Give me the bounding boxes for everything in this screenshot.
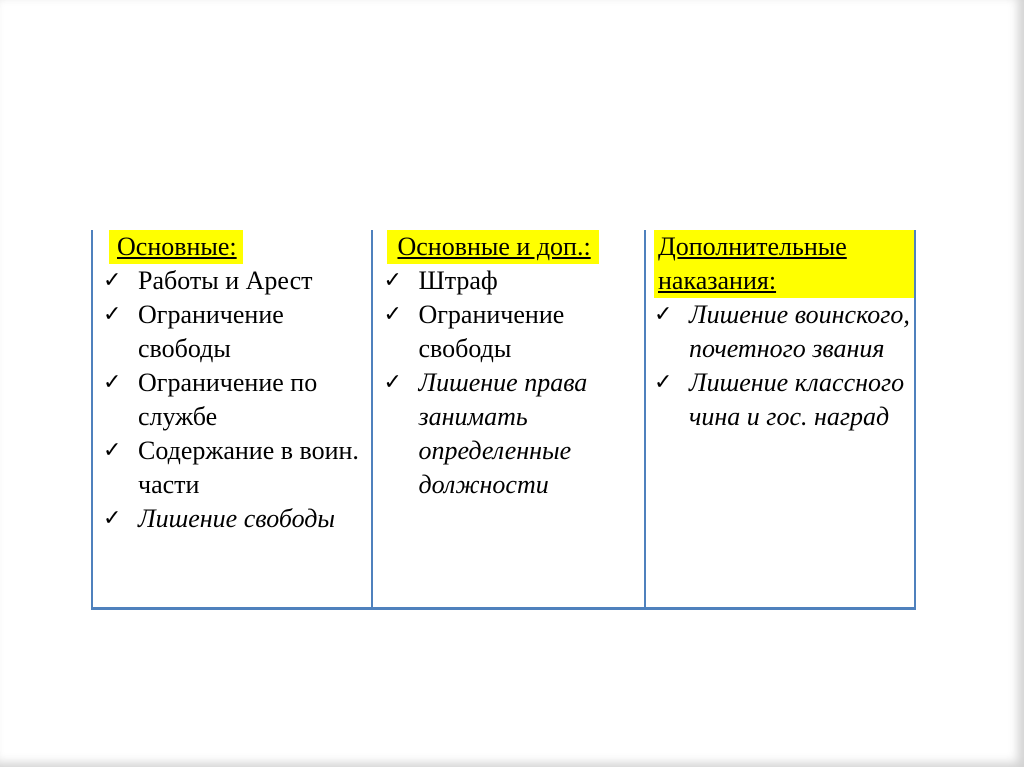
checkmark-icon: ✓ bbox=[103, 268, 122, 293]
column-main-and-additional bbox=[373, 230, 646, 607]
checkmark-icon: ✓ bbox=[103, 438, 122, 463]
punishments-table bbox=[91, 230, 916, 610]
column-header: Основные: bbox=[109, 230, 243, 264]
item-list bbox=[646, 298, 914, 434]
list-item: ✓ Ограничение свободы bbox=[383, 300, 565, 363]
checkmark-icon: ✓ bbox=[383, 302, 402, 327]
checkmark-icon: ✓ bbox=[654, 370, 673, 395]
checkmark-icon: ✓ bbox=[103, 370, 122, 395]
list-item: ✓ Содержание в воин. части bbox=[103, 436, 359, 499]
list-item: ✓ Работы и Арест bbox=[103, 264, 371, 298]
checkmark-icon: ✓ bbox=[103, 506, 122, 531]
list-item: ✓ Ограничение по службе bbox=[103, 368, 318, 431]
list-item: ✓ Лишение классного чина и гос. наград bbox=[654, 368, 905, 431]
list-item: ✓ Штраф bbox=[383, 264, 644, 298]
column-header: Основные и доп.: bbox=[387, 230, 598, 264]
checkmark-icon: ✓ bbox=[654, 302, 673, 327]
list-item: ✓ Лишение свободы bbox=[103, 502, 371, 536]
checkmark-icon: ✓ bbox=[103, 302, 122, 327]
item-list bbox=[93, 264, 371, 536]
column-header: Дополнительные наказания: bbox=[654, 230, 914, 298]
checkmark-icon: ✓ bbox=[383, 268, 402, 293]
column-additional bbox=[646, 230, 914, 607]
checkmark-icon: ✓ bbox=[383, 370, 402, 395]
column-main bbox=[93, 230, 373, 607]
list-item: ✓ Лишение воинского, почетного звания bbox=[654, 300, 910, 363]
list-item: ✓ Лишение права занимать определенные должности bbox=[383, 368, 588, 499]
list-item: ✓ Ограничение свободы bbox=[103, 300, 284, 363]
item-list bbox=[373, 264, 644, 502]
